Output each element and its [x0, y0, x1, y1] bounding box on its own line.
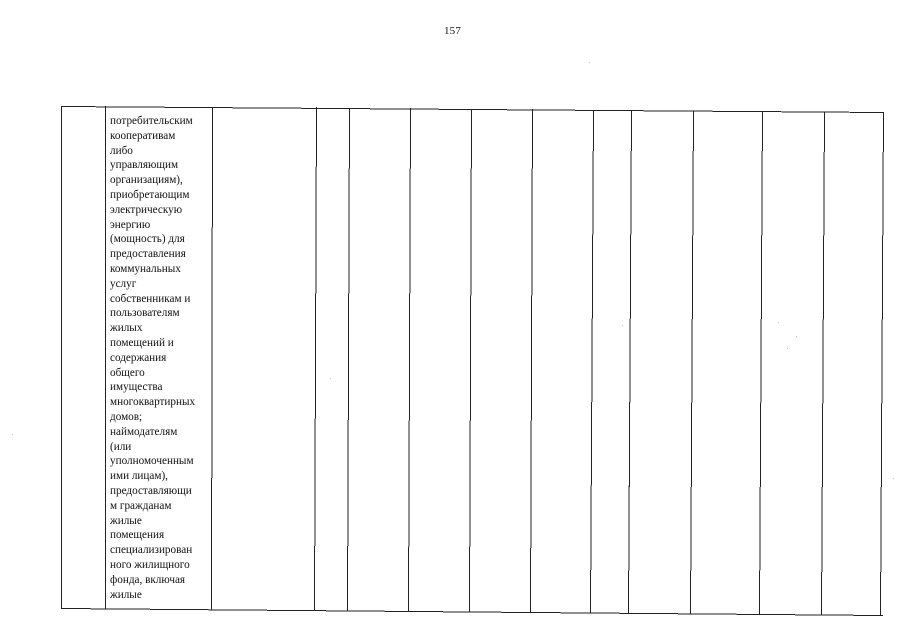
- column-border: [629, 110, 632, 614]
- column-border: [531, 109, 533, 613]
- column-border: [470, 109, 472, 612]
- page-number: 157: [443, 25, 462, 37]
- scan-speck: [589, 62, 590, 63]
- table-cell-text: потребительским кооперативам либо управляющим организациям), приобретающим электрическую энергию (мощность) для предоставления коммунальных услуг собственникам и пользователям жилых помещений и содержания общего имущества многоквартирных домов; наймодателям (или уполномоченным ими лицам), предоставляющи м гражданам жилые помещения специализирован ного жилищного фонда, включая жилые: [110, 115, 196, 601]
- column-border: [409, 108, 411, 612]
- scan-speck: [622, 325, 623, 326]
- column-border: [760, 111, 763, 614]
- scan-speck: [893, 478, 894, 479]
- scan-speck: [796, 336, 797, 337]
- column-border: [315, 107, 317, 611]
- column-border: [881, 112, 884, 615]
- column-border: [691, 111, 694, 614]
- scan-speck: [12, 434, 13, 435]
- column-border: [822, 112, 825, 615]
- scan-speck: [787, 348, 788, 349]
- column-border: [591, 110, 594, 613]
- table-top-border: [61, 107, 883, 113]
- scan-speck: [778, 322, 779, 323]
- scan-speck: [330, 378, 331, 379]
- column-border: [348, 108, 350, 611]
